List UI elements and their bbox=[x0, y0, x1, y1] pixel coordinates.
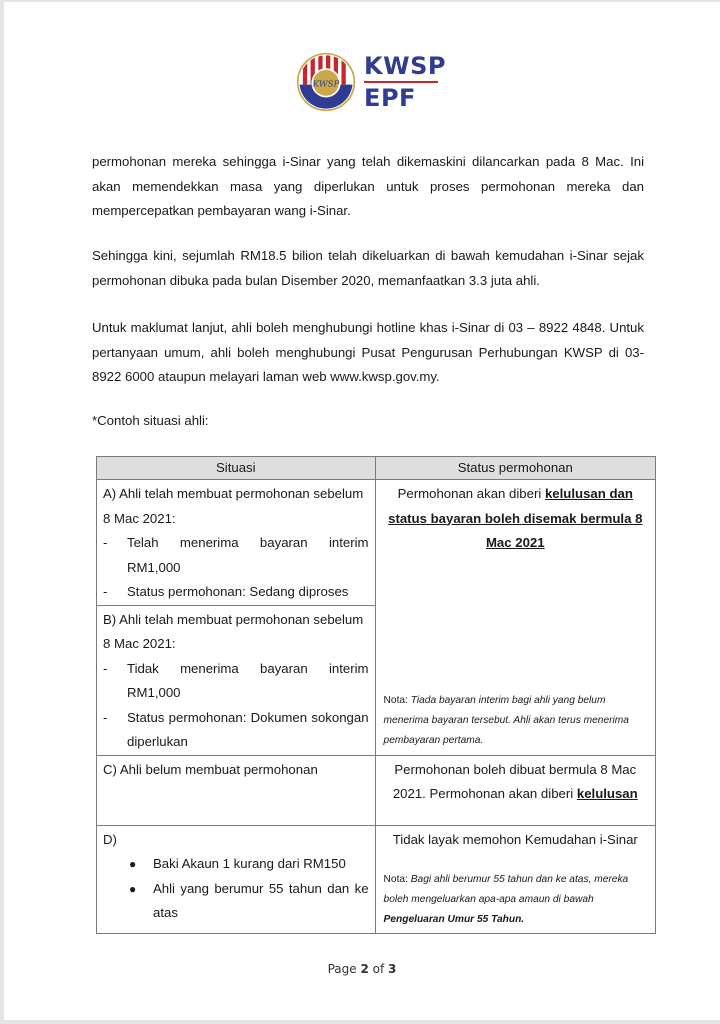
status-a-b-text: Permohonan akan diberi kelulusan dan status bayaran boleh disemak bermula 8 Mac 2021 bbox=[388, 486, 643, 550]
status-a-b bbox=[375, 480, 655, 756]
logo-epf-text: EPF bbox=[364, 84, 416, 112]
logo-divider bbox=[364, 81, 438, 83]
table-row bbox=[97, 480, 656, 606]
paragraph-processing: permohonan mereka sehingga i-Sinar yang telah dikemaskini dilancarkan pada 8 Mac. Ini akan memendekkan masa yang diperlukan untuk proses permohonan mereka dan mempercepatkan pembayaran wang i-Sinar. bbox=[92, 154, 644, 218]
header-situasi: Situasi bbox=[97, 457, 376, 480]
list-item: ● Baki Akaun 1 kurang dari RM150 bbox=[103, 852, 369, 877]
table-row bbox=[97, 755, 656, 825]
paragraph-disbursement: Sehingga kini, sejumlah RM18.5 bilion telah dikeluarkan di bawah kemudahan i-Sinar sejak permohonan dibuka pada bulan Disember 2020, memanfaatkan 3.3 juta ahli. bbox=[92, 248, 644, 288]
bullet-icon: ● bbox=[129, 857, 137, 871]
dash-marker: - bbox=[103, 584, 108, 599]
situation-d-intro: D) bbox=[103, 831, 117, 847]
approval-emphasis: kelulusan bbox=[576, 786, 638, 801]
document-page bbox=[4, 2, 720, 1020]
page-number: Page 2 of 3 bbox=[327, 962, 397, 976]
list-item: ● Ahli yang berumur 55 tahun dan ke atas bbox=[103, 877, 369, 926]
header-status: Status permohonan bbox=[375, 457, 655, 480]
table-header-row bbox=[97, 457, 656, 480]
kwsp-emblem-icon bbox=[296, 47, 356, 117]
logo-kwsp-text: KWSP bbox=[364, 52, 446, 80]
table-row bbox=[97, 825, 656, 933]
examples-heading: *Contoh situasi ahli: bbox=[92, 413, 209, 428]
status-c: Permohonan boleh dibuat bermula 8 Mac 2021. Permohonan akan diberi kelulusan bbox=[375, 755, 655, 825]
list-item: - Status permohonan: Dokumen sokongan diperlukan bbox=[103, 706, 369, 755]
situations-table bbox=[96, 456, 656, 934]
list-item: - Telah menerima bayaran interim RM1,000 bbox=[103, 531, 369, 580]
kwsp-logo bbox=[296, 46, 446, 118]
status-d-text: Tidak layak memohon Kemudahan i-Sinar bbox=[392, 831, 638, 847]
situation-c: C) Ahli belum membuat permohonan bbox=[97, 755, 376, 825]
dash-marker: - bbox=[103, 660, 108, 676]
approval-emphasis: kelulusan dan status bayaran boleh disemak bermula 8 Mac 2021 bbox=[388, 486, 643, 550]
svg-text:KWSP: KWSP bbox=[312, 79, 340, 90]
dash-marker: - bbox=[103, 709, 108, 725]
paragraph-contact: Untuk maklumat lanjut, ahli boleh menghubungi hotline khas i-Sinar di 03 – 8922 4848. Untuk pertanyaan umum, ahli boleh menghubungi Pusat Pengurusan Perhubungan KWSP di 03-8922 6000 ataupun melayari laman web www.kwsp.gov.my. bbox=[92, 320, 644, 384]
dash-marker: - bbox=[103, 535, 108, 550]
note-a-b: Nota: Tiada bayaran interim bagi ahli yang belum menerima bayaran tersebut. Ahli akan terus menerima pembayaran pertama. bbox=[383, 694, 629, 746]
bullet-icon: ● bbox=[129, 881, 137, 896]
note-d: Nota: Bagi ahli berumur 55 tahun dan ke atas, mereka boleh mengeluarkan apa-apa amaun di bawah Pengeluaran Umur 55 Tahun. bbox=[383, 874, 629, 925]
status-d bbox=[375, 825, 655, 933]
list-item: - Tidak menerima bayaran interim RM1,000 bbox=[103, 657, 369, 706]
situation-b bbox=[97, 605, 376, 755]
situation-a bbox=[97, 480, 376, 606]
situation-a-intro: A) Ahli telah membuat permohonan sebelum 8 Mac 2021: bbox=[103, 486, 364, 526]
list-item: - Status permohonan: Sedang diproses bbox=[103, 580, 369, 605]
situation-d bbox=[97, 825, 376, 933]
situation-b-intro: B) Ahli telah membuat permohonan sebelum 8 Mac 2021: bbox=[103, 611, 364, 651]
